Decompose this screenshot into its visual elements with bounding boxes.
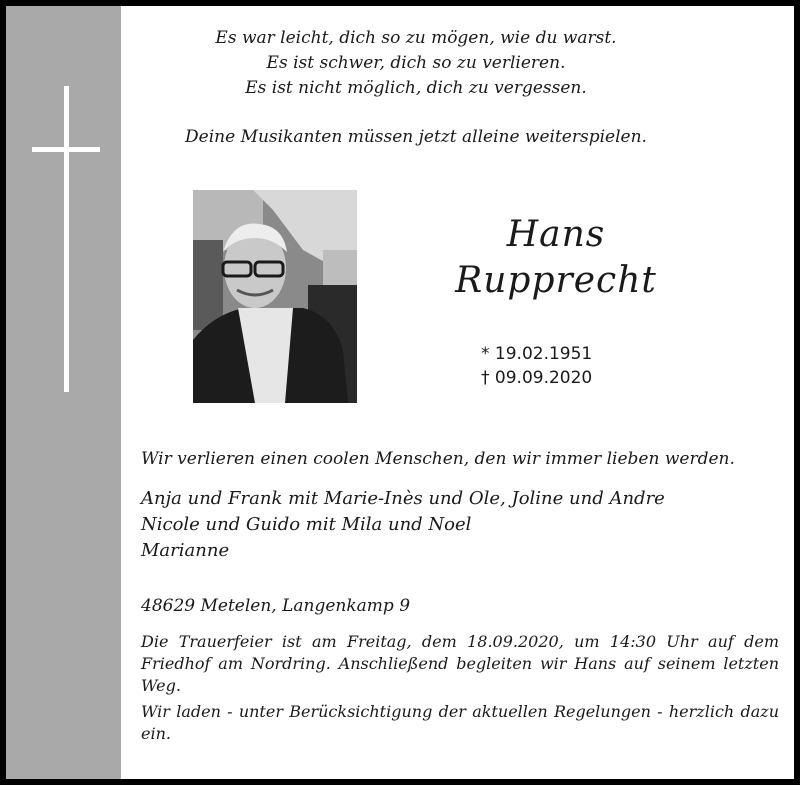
dedication: Deine Musikanten müssen jetzt alleine weiterspielen. [185,127,647,147]
portrait-photo-drawing [193,190,357,403]
notice-paragraph: Wir laden - unter Berücksichtigung der aktuellen Regelungen - herzlich dazu ein. [141,702,779,743]
address: 48629 Metelen, Langenkamp 9 [141,596,411,616]
family-list [141,486,781,564]
birth-date: * 19.02.1951 [481,344,593,364]
family-line: Marianne [141,540,230,561]
deceased-name [411,212,701,304]
farewell-quote: Wir verlieren einen coolen Menschen, den wir immer lieben werden. [141,449,735,469]
notice-paragraph: Die Trauerfeier ist am Freitag, dem 18.09.2020, um 14:30 Uhr auf dem Friedhof am Nordring. Anschließend begleiten wir Hans auf seinem letzten Weg. [141,632,779,695]
death-date: † 09.09.2020 [481,368,593,388]
first-name: Hans [506,214,606,255]
poem-line: Es ist nicht möglich, dich zu vergessen. [245,78,587,98]
cross-icon-bar [32,147,100,152]
family-line: Anja und Frank mit Marie-Inès und Ole, Joline und Andre [141,488,665,509]
poem [121,26,711,101]
poem-line: Es war leicht, dich so zu mögen, wie du warst. [215,28,617,48]
funeral-notice [141,631,779,749]
cross-icon [64,86,69,392]
portrait-photo [193,190,357,403]
last-name: Rupprecht [455,260,657,301]
life-dates [481,342,592,390]
poem-line: Es ist schwer, dich so zu verlieren. [266,53,566,73]
sidebar [6,6,121,779]
obituary-content [121,6,794,779]
family-line: Nicole und Guido mit Mila und Noel [141,514,472,535]
